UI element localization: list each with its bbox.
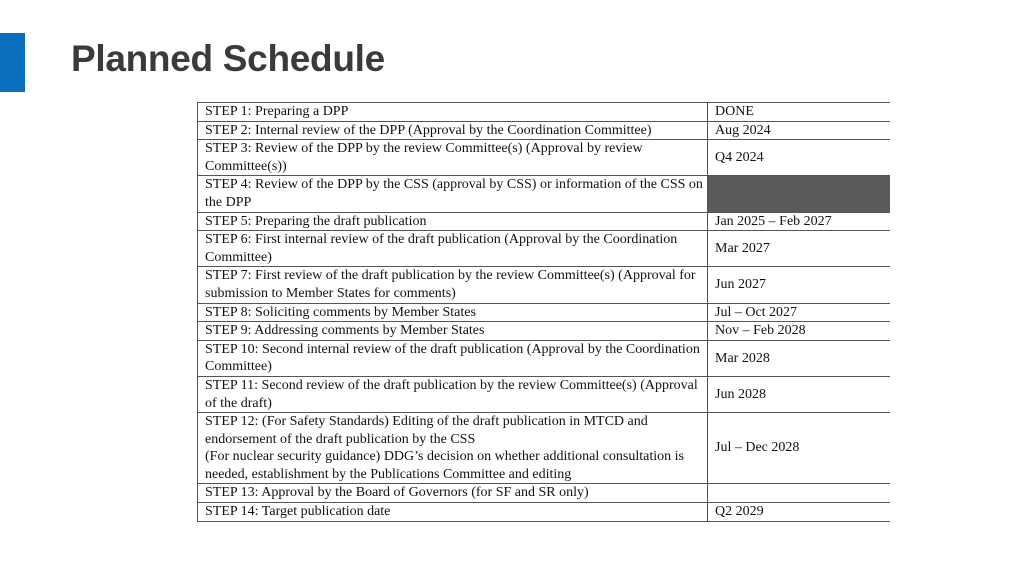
schedule-row (198, 322, 890, 341)
schedule-row (198, 503, 890, 522)
schedule-row (198, 413, 890, 484)
date-cell: Q4 2024 (708, 140, 890, 176)
date-cell: Jul – Oct 2027 (708, 303, 890, 322)
date-cell (708, 176, 890, 212)
schedule-row (198, 121, 890, 140)
step-cell (198, 121, 708, 140)
date-cell: Jun 2027 (708, 267, 890, 303)
schedule-row (198, 376, 890, 412)
step-cell (198, 140, 708, 176)
accent-bar (0, 33, 25, 92)
step-text: STEP 1: Preparing a DPP (205, 104, 349, 119)
schedule-table-body (198, 103, 890, 522)
step-cell (198, 503, 708, 522)
step-text: STEP 7: First review of the draft publication by the review Committee(s) (Approval for submission to Member States for comments) (205, 268, 696, 301)
schedule-row (198, 484, 890, 503)
step-cell (198, 103, 708, 122)
step-cell (198, 340, 708, 376)
date-cell (708, 484, 890, 503)
date-cell: DONE (708, 103, 890, 122)
schedule-row (198, 140, 890, 176)
date-cell: Jun 2028 (708, 376, 890, 412)
step-text: STEP 9: Addressing comments by Member States (205, 323, 485, 339)
step-text: STEP 4: Review of the DPP by the CSS (approval by CSS) or information of the CSS on the DPP (205, 177, 703, 210)
step-text: STEP 8: Soliciting comments by Member States (205, 304, 476, 320)
schedule-row (198, 103, 890, 122)
date-cell: Jul – Dec 2028 (708, 413, 890, 484)
schedule-row (198, 176, 890, 212)
step-cell (198, 413, 708, 484)
step-cell (198, 322, 708, 341)
step-text: STEP 10: Second internal review of the draft publication (Approval by the Coordination Committee) (205, 341, 700, 375)
step-cell (198, 376, 708, 412)
step-text: (For nuclear security guidance) DDG’s decision on whether additional consultation is needed, establishment by the Publications Committee and editing (205, 449, 684, 482)
date-cell: Aug 2024 (708, 121, 890, 140)
step-cell (198, 231, 708, 267)
schedule-row (198, 231, 890, 267)
date-cell: Mar 2027 (708, 231, 890, 267)
step-text: STEP 5: Preparing the draft publication (205, 213, 427, 229)
step-cell (198, 176, 708, 212)
date-cell: Mar 2028 (708, 340, 890, 376)
step-text: STEP 2: Internal review of the DPP (Approval by the Coordination Committee) (205, 122, 652, 138)
step-text: STEP 11: Second review of the draft publication by the review Committee(s) (Approval of the draft) (205, 377, 698, 411)
schedule-row (198, 303, 890, 322)
step-text: STEP 14: Target publication date (205, 504, 391, 520)
step-text: STEP 6: First internal review of the draft publication (Approval by the Coordination Committee) (205, 232, 678, 265)
step-cell (198, 303, 708, 322)
step-cell (198, 484, 708, 503)
step-text: STEP 3: Review of the DPP by the review Committee(s) (Approval by review Committee(s)) (205, 141, 643, 174)
step-text: STEP 12: (For Safety Standards) Editing of the draft publication in MTCD and endorsement of the draft publication by the CSS (205, 414, 648, 447)
page-title: Planned Schedule (71, 38, 385, 79)
schedule-table (197, 102, 890, 522)
step-text: STEP 13: Approval by the Board of Governors (for SF and SR only) (205, 485, 589, 501)
step-cell (198, 212, 708, 231)
date-cell: Q2 2029 (708, 503, 890, 522)
date-cell: Jan 2025 – Feb 2027 (708, 212, 890, 231)
step-cell (198, 267, 708, 303)
date-cell: Nov – Feb 2028 (708, 322, 890, 341)
schedule-row (198, 212, 890, 231)
schedule-row (198, 267, 890, 303)
schedule-row (198, 340, 890, 376)
